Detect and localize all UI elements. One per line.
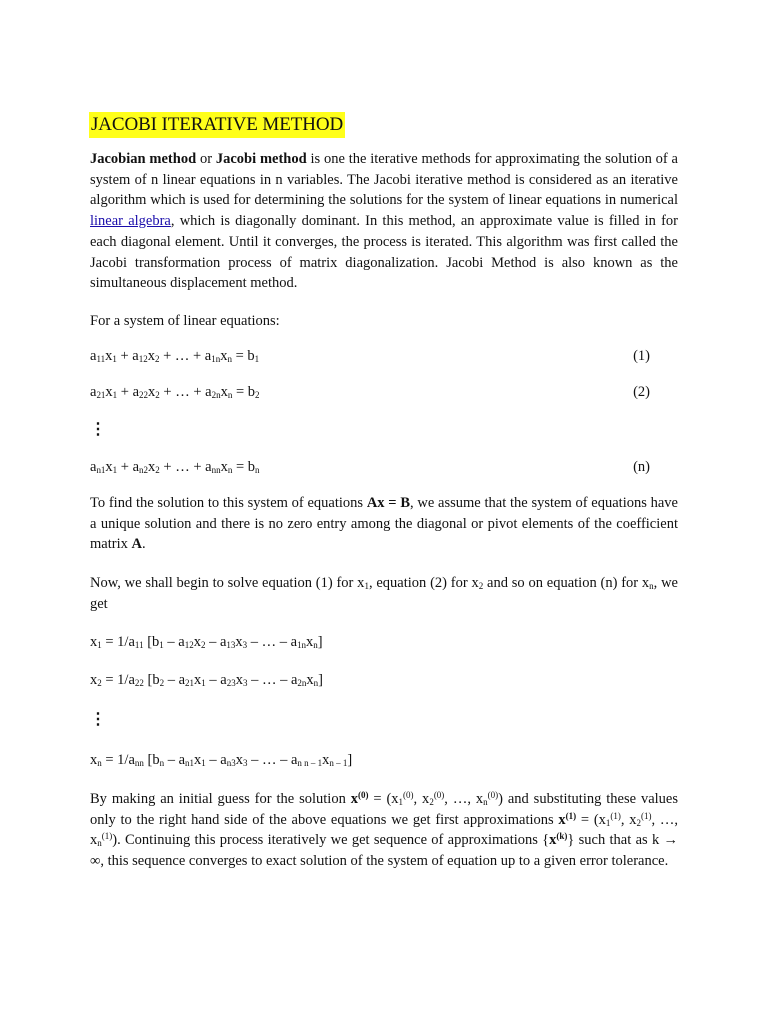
equation-2-expr: $a_{21}x_1 + a_{22}x_2$ + … + $a_{2n}x_n = b_2$: [90, 384, 260, 401]
linear-algebra-link[interactable]: linear algebra: [90, 213, 171, 230]
solution-x2: $x_2 = 1/a_{22}$ [$b_2 - a_{21}x_1 - a_{23}x_3$ – … – $a_{2n}x_n$]: [90, 672, 323, 689]
text: and substituting these values only to the right hand side of the above equations we get first approximations: [90, 791, 679, 828]
equation-1: [90, 346, 650, 367]
intro-paragraph: [90, 149, 678, 294]
solution-xn: $x_n = 1/a_{nn}$ [$b_n - a_{n1}x_1 - a_{n3}x_3$ – … – $a_{n n - 1}x_{n - 1}$]: [90, 752, 353, 769]
initial-guess-paragraph: By making an initial guess for the solution $x^{(0)} = (x_1^{(0)}$, $x_2^{(0)}$, …, $x_n^{(0)}$) and substituting these values only to the right hand side of the above equations we get first approximations $x^{(1)} = (x_1^{(1)}$, $x_2^{(1)}$, …, $x_n^{(1)}$). Continuing this process iteratively we get sequence of approximations $\{x^{(k)}\}$ such that as k → ∞, this sequence converges to exact solution of the system of equation up to a given error tolerance.: [90, 790, 679, 870]
term-jacobi-method: Jacobi method: [215, 151, 307, 167]
text: , equation (2) for x: [368, 575, 479, 591]
text: or: [196, 151, 216, 167]
text: .: [141, 536, 146, 553]
solve-paragraph: Now, we shall begin to solve equation (1) for $x_1$, equation (2) for $x_2$ and so on equation (n) for $x_n$, we get: [90, 575, 678, 612]
solution-paragraph: [90, 493, 678, 555]
solution-x1: $x_1 = 1/a_{11}$ [$b_1 - a_{12}x_2 - a_{13}x_3$ – … – $a_{1n}x_n$]: [90, 634, 323, 651]
equation-2: [90, 382, 650, 403]
term-jacobian-method: Jacobian method: [90, 151, 197, 167]
matrix-equation: Ax = B: [366, 495, 410, 511]
text: Now, we shall begin to solve equation (1) for x: [90, 575, 365, 591]
text: and so on equation (n) for x: [483, 575, 650, 591]
equation-n-expr: $a_{n1}x_1 + a_{n2}x_2$ + … + $a_{nn}x_n = b_n$: [90, 459, 260, 476]
text: . Continuing this process iteratively we get sequence of approximations {: [117, 832, 550, 849]
text: , we assume that the system of equations have a unique solution and there is no zero entry among the diagonal or pivot elements of the coefficient matrix: [90, 495, 678, 553]
intro-text-2: , which is diagonally dominant. In this method, an approximate value is filled in for each diagonal element. Until it converges, the process is iterated. This algorithm was first called the Jacobi transformation process of matrix diagonalization. Jacobi Method is also known as the simultaneous displacement method.: [90, 213, 679, 292]
text: By making an initial guess for the solution: [90, 791, 351, 807]
equation-number: (n): [633, 459, 650, 475]
matrix-a: A: [131, 536, 142, 553]
equation-n: [90, 457, 650, 478]
text: , we get: [90, 575, 678, 612]
equation-1-expr: $a_{11}x_1 + a_{12}x_2$ + … + $a_{1n}x_n = b_1$: [90, 348, 260, 365]
vertical-ellipsis: ⋮: [90, 711, 106, 728]
system-intro: For a system of linear equations:: [90, 313, 280, 329]
page-title: JACOBI ITERATIVE METHOD: [89, 112, 345, 138]
equation-number: (1): [633, 348, 650, 364]
equation-number: (2): [633, 384, 650, 400]
vertical-ellipsis: ⋮: [90, 421, 106, 438]
text: To find the solution to this system of equations: [90, 495, 367, 511]
text: } such that as k → ∞, this sequence converges to exact solution of the system of equation up to a given error tolerance.: [90, 832, 678, 870]
intro-text-1: is one the iterative methods for approximating the solution of a system of n linear equations in n variables. The Jacobi iterative method is considered as an iterative algorithm which is used for determining the solutions for the system of linear equations in numerical: [90, 151, 678, 209]
